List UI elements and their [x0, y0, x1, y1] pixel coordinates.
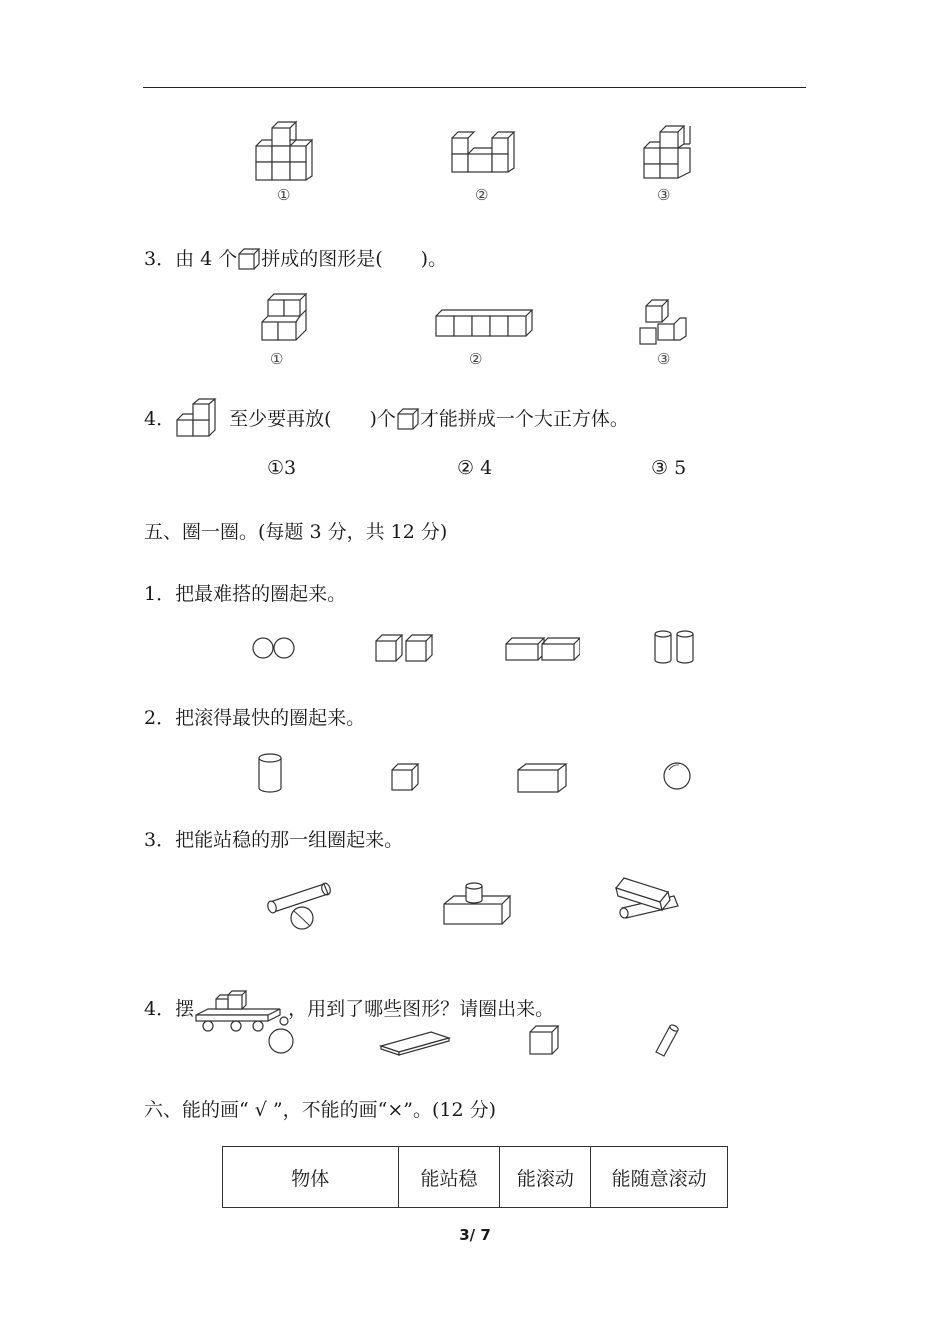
cube-stack-figure-1: [250, 118, 325, 188]
section-5-question-2: 2．把滚得最快的圈起来。: [144, 707, 366, 729]
section-6-title: 六、能的画“ √ ”，不能的画“×”。(12 分): [144, 1099, 497, 1121]
figure-label-1: ①: [277, 186, 291, 204]
section-5-title: 五、圈一圈。(每题 3 分，共 12 分): [144, 521, 448, 543]
question-4: 4． 至少要再放( )个 才能拼成一个大正方体。: [144, 398, 629, 442]
cube-stack-figure-2: [448, 128, 518, 178]
option-label-3: ③: [657, 350, 671, 368]
cuboid-icon[interactable]: [516, 762, 570, 794]
cube-shape-option-2: [432, 306, 536, 340]
small-cube-icon: [396, 408, 420, 432]
cylinder-on-ball-group[interactable]: [262, 880, 334, 932]
sphere-shape-icon[interactable]: [266, 1026, 298, 1056]
table-header-cell: 能随意滚动: [591, 1147, 728, 1208]
section-5-question-3: 3．把能站稳的那一组圈起来。: [144, 829, 404, 851]
table-header-cell: 能滚动: [500, 1147, 591, 1208]
small-cube-icon: [237, 248, 261, 272]
section-5-question-4: 4．摆 ，用到了哪些图形？请圈出来。: [144, 985, 554, 1035]
stick-cylinder-icon[interactable]: [650, 1022, 682, 1060]
option-label-1: ①: [270, 350, 284, 368]
cube-icon[interactable]: [390, 762, 422, 792]
header-rule: [143, 87, 806, 88]
two-cubes-icon[interactable]: [374, 632, 434, 664]
block-on-cylinder-group[interactable]: [610, 874, 686, 924]
answer-table: [222, 1146, 728, 1208]
two-spheres-icon[interactable]: [250, 634, 300, 662]
answer-option-3[interactable]: ③ 5: [651, 457, 687, 479]
two-cuboids-icon[interactable]: [504, 636, 580, 662]
cylinder-on-block-group[interactable]: [440, 880, 516, 928]
cube-stack-figure-3: [640, 122, 700, 182]
answer-option-2[interactable]: ② 4: [457, 457, 493, 479]
table-header-cell: 物体: [223, 1147, 399, 1208]
figure-label-2: ②: [475, 186, 489, 204]
sphere-icon[interactable]: [661, 760, 693, 792]
cube-shape-option-1: [258, 290, 314, 346]
table-header-cell: 能站稳: [398, 1147, 500, 1208]
cube-shape-option-3: [636, 296, 692, 352]
table-header-row: [223, 1147, 728, 1208]
cylinder-icon[interactable]: [256, 752, 284, 794]
cube-stack-icon: [175, 398, 229, 442]
flat-board-icon[interactable]: [379, 1030, 451, 1056]
option-label-2: ②: [469, 350, 483, 368]
cube-shape-icon[interactable]: [528, 1024, 562, 1058]
two-cylinders-icon[interactable]: [652, 628, 700, 666]
question-3: 3．由 4 个 拼成的图形是( )。: [144, 248, 448, 270]
figure-label-3: ③: [657, 186, 671, 204]
answer-option-1[interactable]: ①3: [267, 457, 297, 479]
section-5-question-1: 1．把最难搭的圈起来。: [144, 583, 347, 605]
page-number: 3/ 7: [459, 1226, 491, 1244]
